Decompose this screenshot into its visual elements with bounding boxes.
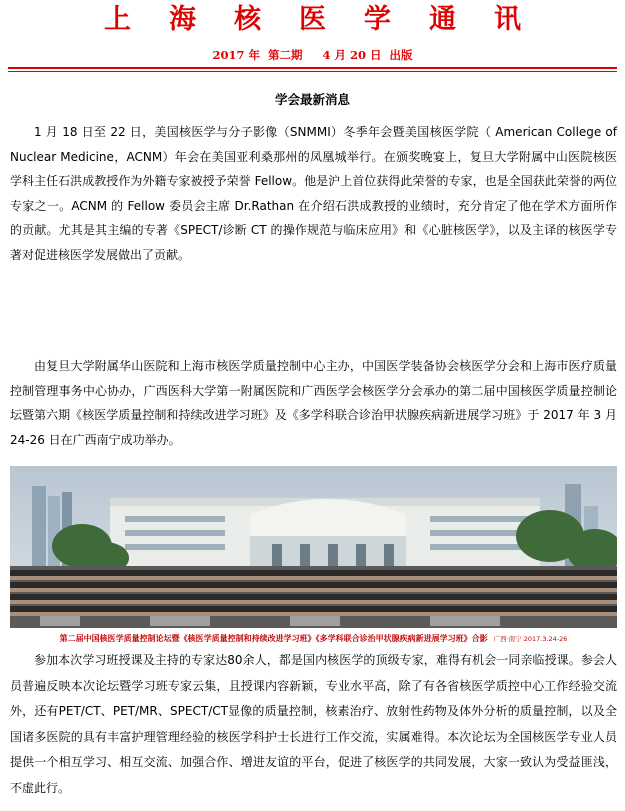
masthead-rule-thick xyxy=(8,67,617,69)
article-paragraph-snmmi: 1 月 18 日至 22 日，美国核医学与分子影像（SNMMI）冬季年会暨美国核医学院（ American College of Nuclear Medicine，ACNM）年会在美国亚利桑那州的凤凰城举行。在颁奖晚宴上，复旦大学附属中山医院核医学科主任石洪成教授作为外籍专家被授予荣誉 Fellow。他是沪上首位获得此荣誉的专家，也是全国获此荣誉的两位专家之一。ACNM 的 Fellow 委员会主席 Dr.Rathan 在介绍石洪成教授的业绩时，充分肯定了他在学术方面所作的贡献。尤其是其主编的专著《SPECT/诊断 CT 的操作规范与临床应用》和《心脏核医学》，以及主译的核医学专著对促进核医学发展做出了贡献。 xyxy=(10,125,617,262)
section-title: 学会最新消息 xyxy=(274,92,350,107)
article-paragraph-experts: 参加本次学习班授课及主持的专家达80余人，都是国内核医学的顶级专家，难得有机会一同亲临授课。参会人员普遍反映本次论坛暨学习班专家云集，且授课内容新颖，专业水平高，除了有各省核医学质控中心工作经验交流外，还有PET/CT、PET/MR、SPECT/CT显像的质量控制，核素治疗、放射性药物及体外分析的质量控制，以及全国诸多医院的具有丰富护理管理经验的核医学科护士长进行工作交流，实属难得。本次论坛为全国核医学专业人员提供一个相互学习、相互交流、加强合作、增进友谊的平台，促进了核医学的共同发展，大家一致认为受益匪浅，不虚此行。 xyxy=(10,653,617,795)
photo-caption xyxy=(10,628,617,644)
newsletter-masthead: 上海核医学通讯 xyxy=(104,4,559,35)
photo-caption-text: 第二届中国核医学质量控制论坛暨《核医学质量控制和持续改进学习班》《多学科联合诊治甲状腺疾病新进展学习班》合影 xyxy=(59,633,488,643)
article-paragraph-forum: 由复旦大学附属华山医院和上海市核医学质量控制中心主办，中国医学装备协会核医学分会和上海市医疗质量控制管理事务中心协办，广西医科大学第一附属医院和广西医学会核医学分会承办的第二届中国核医学质量控制论坛暨第六期《核医学质量控制和持续改进学习班》及《多学科联合诊治甲状腺疾病新进展学习班》于 2017 年 3 月 24-26 日在广西南宁成功举办。 xyxy=(10,359,617,447)
group-photo-illustration xyxy=(10,466,617,644)
group-photo xyxy=(10,466,617,644)
masthead-rule-thin xyxy=(8,71,617,72)
photo-caption-location-date: 广西·南宁 2017.3.24-26 xyxy=(493,635,568,643)
issue-info: 2017 年 第二期 4 月 20 日 出版 xyxy=(212,48,413,62)
